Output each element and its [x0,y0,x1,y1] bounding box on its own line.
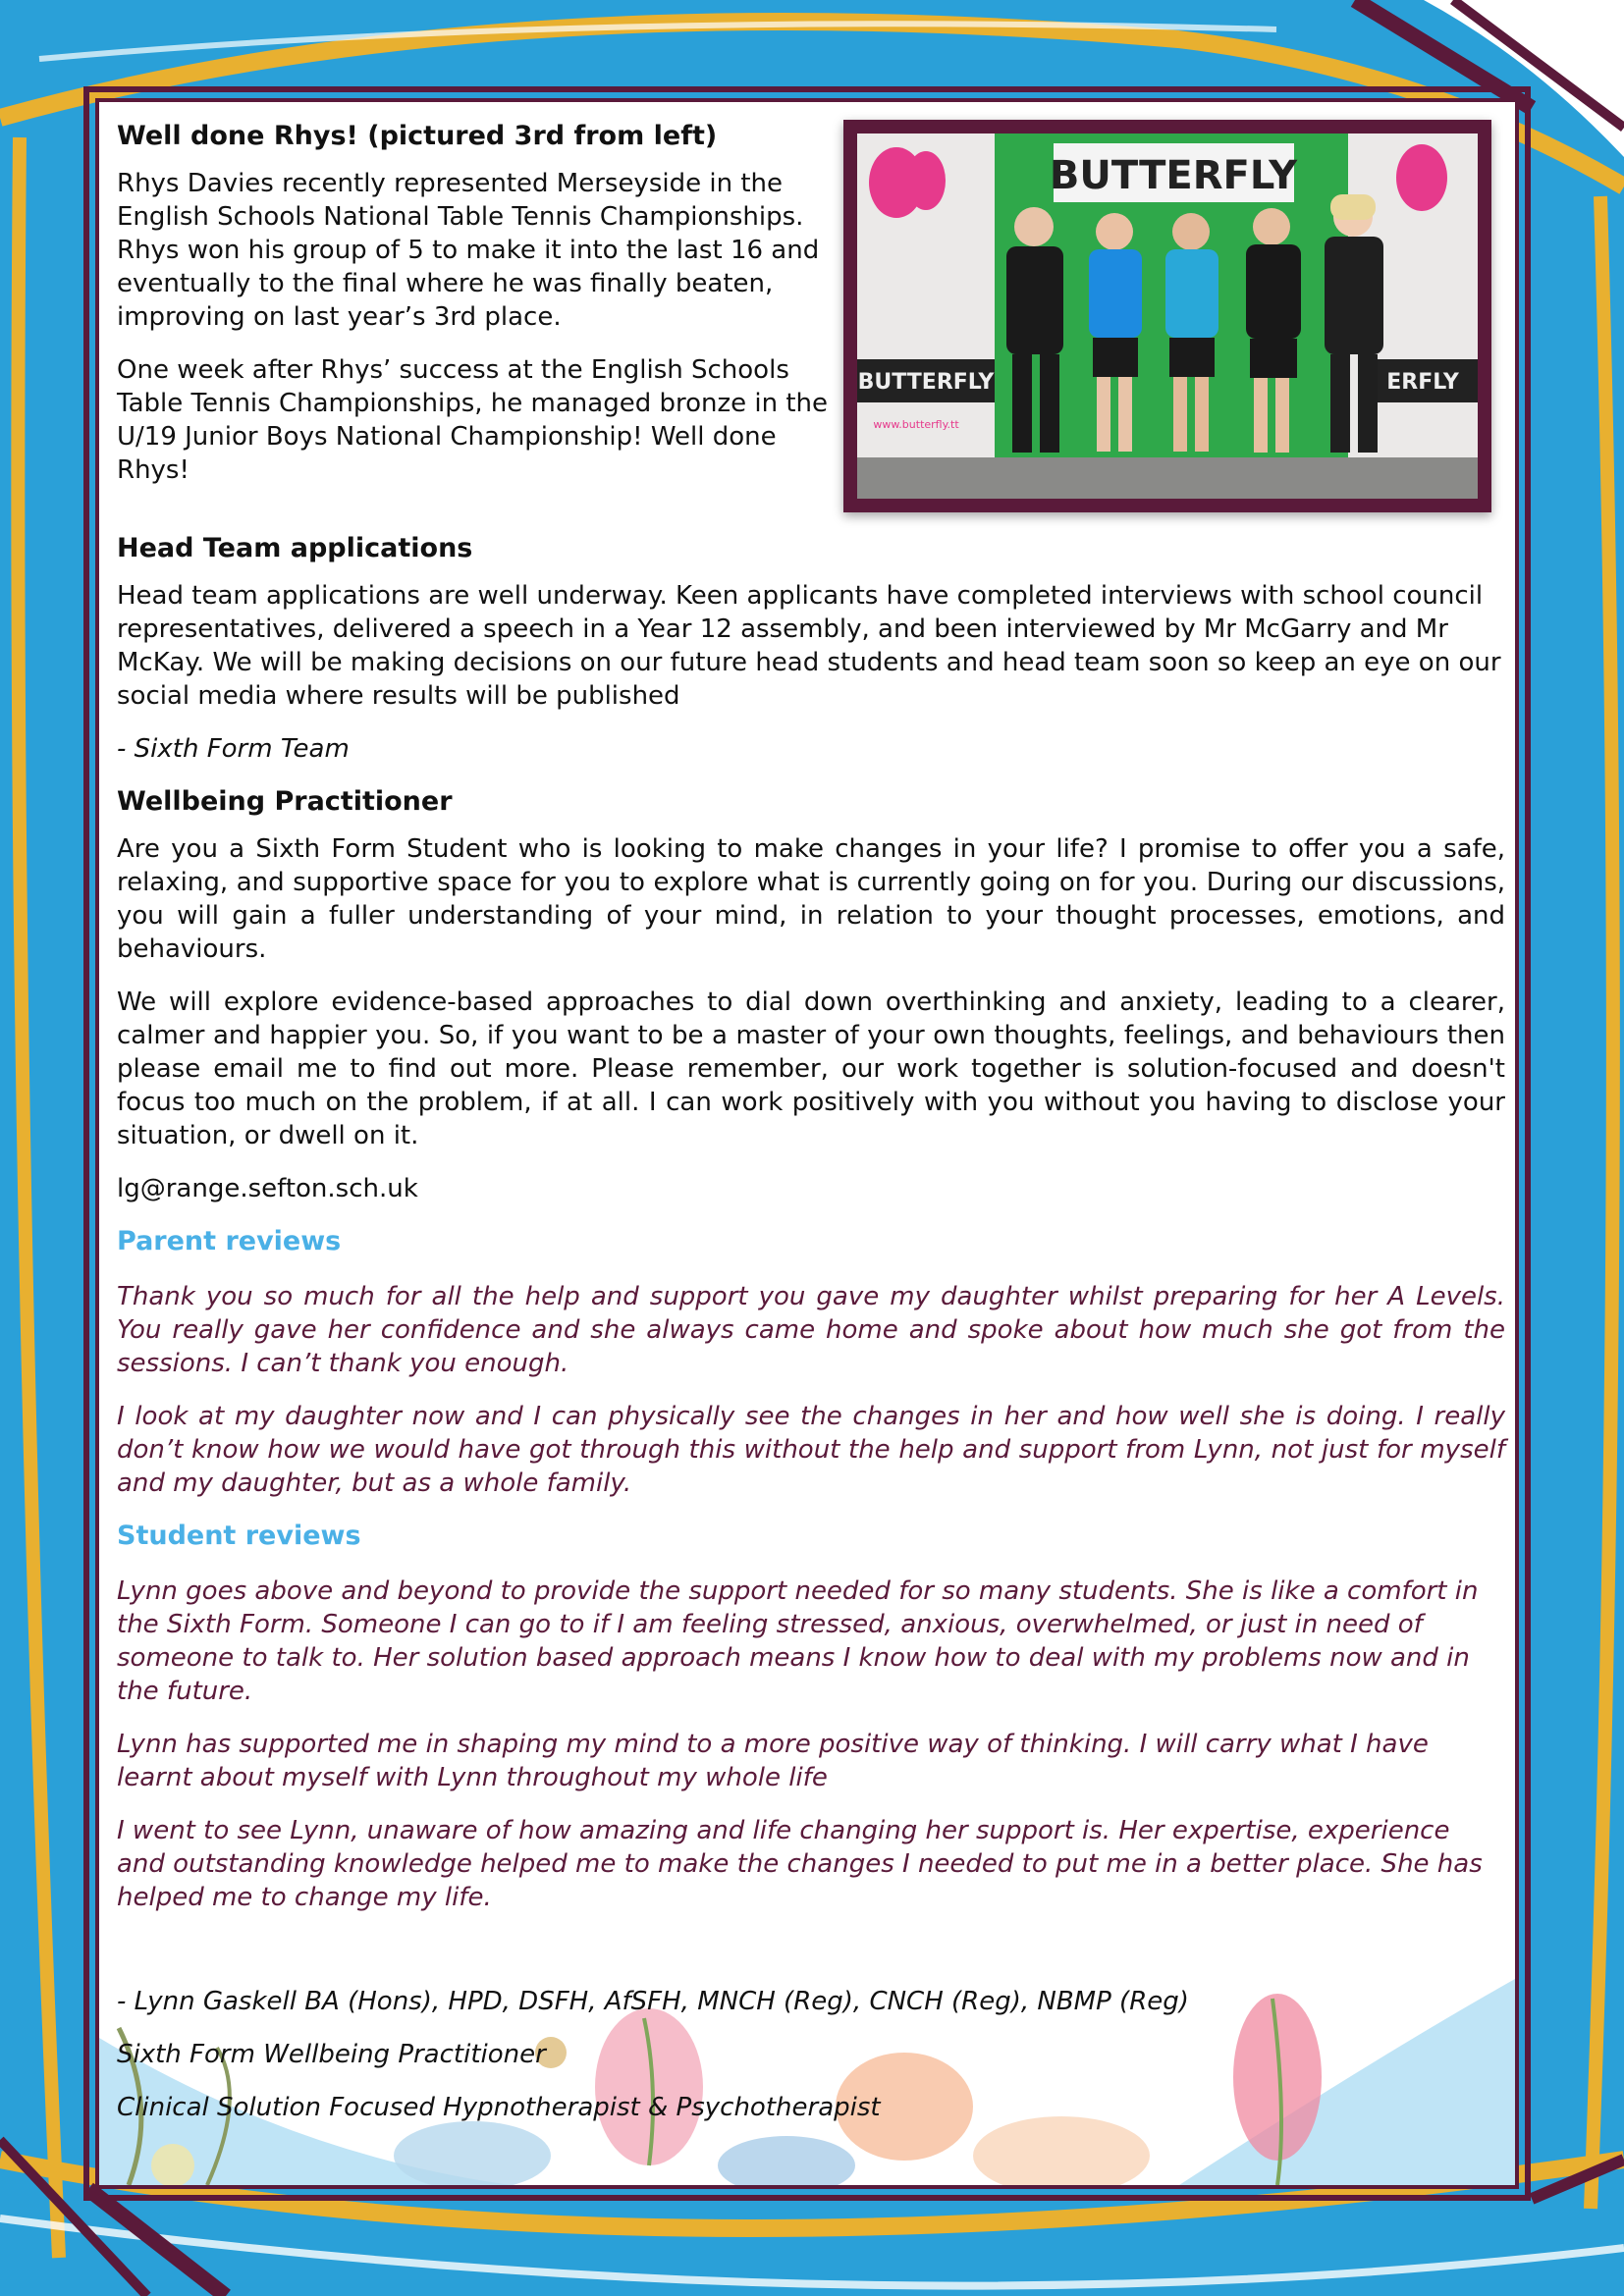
wellbeing-email-link[interactable]: lg@range.sefton.sch.uk [117,1174,418,1203]
rhys-paragraph-2: One week after Rhys’ success at the English Schools Table Tennis Championships, he managed bronze in the U/19 Junior Boys National Championship! Well done Rhys! [117,355,829,485]
rhys-article [117,120,1505,532]
student-review: I went to see Lynn, unaware of how amazing and life changing her support is. Her expertise, experience and outstanding knowledge helped me to make the changes I needed to put me in a better place. She has helped me to change my life. [117,1816,1483,1912]
wellbeing-heading: Wellbeing Practitioner [117,786,453,817]
team-photo [857,133,1478,499]
content-column [117,120,1505,2144]
head-team-signoff: - Sixth Form Team [117,734,350,764]
wellbeing-paragraph-2: We will explore evidence-based approaches to dial down overthinking and anxiety, leading to a clearer, calmer and happier you. So, if you want to be a master of your own thoughts, feelings, and behaviours then please email me to find out more. Please remember, our work together is solution-focused and doesn't focus too much on the problem, if at all. I can work positively with you without you having to disclose your situation, or dwell on it. [117,988,1505,1150]
photo-side-left-text: BUTTERFLY [857,370,995,395]
parent-reviews-heading: Parent reviews [117,1226,342,1256]
photo-side-right-text: ERFLY [1386,370,1459,395]
head-team-paragraph: Head team applications are well underway. Keen applicants have completed interviews with school council representatives, delivered a speech in a Year 12 assembly, and been interviewed by Mr McGarry and Mr McKay. We will be making decisions on our future head students and head team soon so keep an eye on our social media where results will be published [117,581,1501,711]
rhys-paragraph-1: Rhys Davies recently represented Merseyside in the English Schools National Table Tennis Championships. Rhys won his group of 5 to make it into the last 16 and eventually to the final where he was finally beaten, improving on last year’s 3rd place. [117,169,820,332]
parent-review: I look at my daughter now and I can physically see the changes in her and how well she is doing. I really don’t know how we would have got through this without the help and support from Lynn, not just for myself and my daughter, but as a whole family. [117,1402,1505,1498]
photo-url-text: www.butterfly.tt [873,418,959,431]
student-reviews-heading: Student reviews [117,1521,361,1551]
student-review: Lynn goes above and beyond to provide the support needed for so many students. She is like a comfort in the Sixth Form. Someone I can go to if I am feeling stressed, anxious, overwhelmed, or just in need of someone to talk to. Her solution based approach means I know how to deal with my problems now and in the future. [117,1576,1479,1706]
student-review: Lynn has supported me in shaping my mind to a more positive way of thinking. I will carry what I have learnt about myself with Lynn throughout my whole life [117,1730,1429,1792]
photo-banner-text: BUTTERFLY [1049,153,1298,198]
parent-review: Thank you so much for all the help and support you gave my daughter whilst preparing for her A Levels. You really gave her confidence and she always came home and spoke about how much she got from the sessions. I can’t thank you enough. [117,1282,1505,1378]
signature-title-line: Clinical Solution Focused Hypnotherapist & Psychotherapist [117,2093,881,2122]
head-team-heading: Head Team applications [117,533,473,563]
rhys-heading: Well done Rhys! (pictured 3rd from left) [117,121,718,151]
signature-name-line: - Lynn Gaskell BA (Hons), HPD, DSFH, AfSFH, MNCH (Reg), CNCH (Reg), NBMP (Reg) [117,1987,1189,2016]
signature-role-line: Sixth Form Wellbeing Practitioner [117,2040,546,2069]
wellbeing-paragraph-1: Are you a Sixth Form Student who is looking to make changes in your life? I promise to offer you a safe, relaxing, and supportive space for you to explore what is currently going on for you. During our discussions, you will gain a fuller understanding of your mind, in relation to your thought processes, emotions, and behaviours. [117,834,1505,964]
team-photo-frame [843,120,1491,512]
page-frame-inner [95,98,1519,2189]
